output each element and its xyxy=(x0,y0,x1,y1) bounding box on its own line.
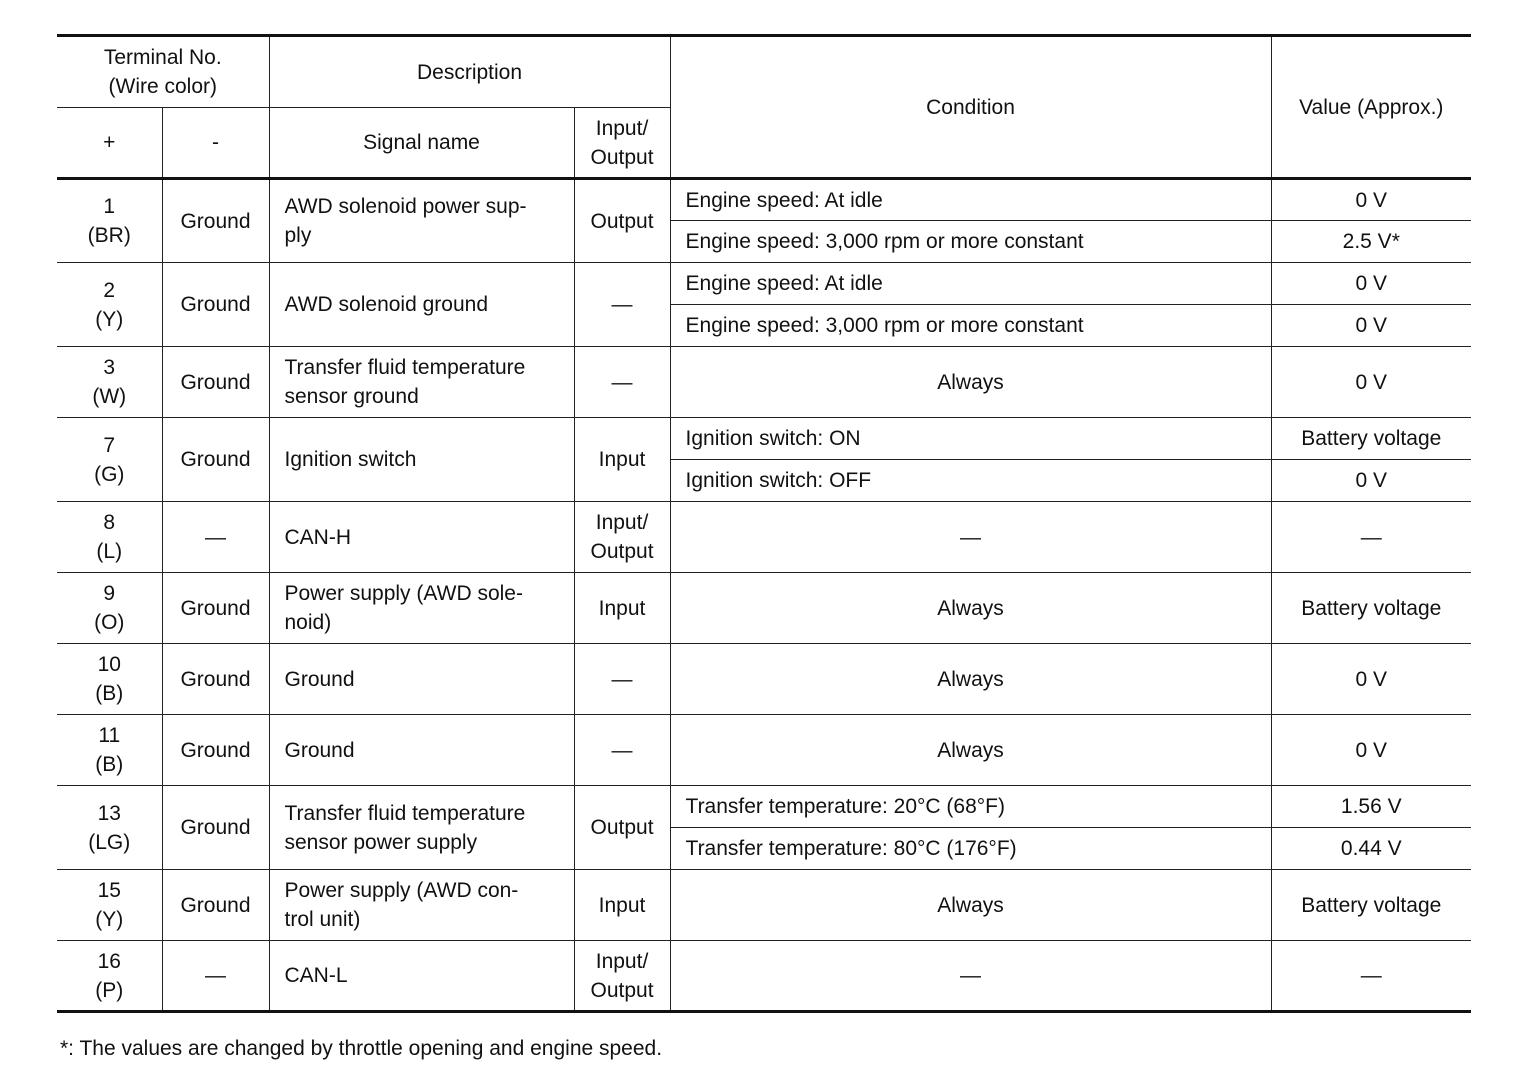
input-output-cell xyxy=(574,418,670,502)
terminal-number: 1 xyxy=(103,195,116,218)
input-output: Input/ xyxy=(595,511,649,534)
signal-name: AWD solenoid power sup- xyxy=(284,195,527,218)
table-row xyxy=(57,870,1471,941)
terminal-number: 11 xyxy=(98,724,121,747)
input-output-cell xyxy=(574,502,670,573)
signal-name: Ground xyxy=(284,738,355,762)
wire-color: (W) xyxy=(92,385,127,408)
table-row xyxy=(57,715,1471,786)
table-row xyxy=(57,573,1471,644)
table-row xyxy=(57,644,1471,715)
value-cell: 0 V xyxy=(1271,460,1471,502)
terminal-cell xyxy=(57,644,162,715)
value-cell: 0 V xyxy=(1271,644,1471,715)
signal-name-header: Signal name xyxy=(269,108,574,179)
value-cell: 0.44 V xyxy=(1271,828,1471,870)
signal-name-line2: trol unit) xyxy=(284,908,361,931)
value-cell: — xyxy=(1271,941,1471,1012)
input-output-cell xyxy=(574,263,670,347)
signal-name-cell xyxy=(269,418,574,502)
signal-name: CAN-H xyxy=(284,525,351,549)
signal-name-cell xyxy=(269,502,574,573)
wire-color: (G) xyxy=(94,462,125,486)
condition-cell: Engine speed: 3,000 rpm or more constant xyxy=(670,305,1271,347)
condition-cell: Always xyxy=(670,870,1271,941)
condition-cell: Ignition switch: ON xyxy=(670,418,1271,460)
input-output: — xyxy=(611,293,633,316)
negative-terminal-cell: Ground xyxy=(162,715,269,786)
value-cell: 2.5 V* xyxy=(1271,221,1471,263)
terminal-number: 9 xyxy=(103,582,116,605)
condition-cell: Ignition switch: OFF xyxy=(670,460,1271,502)
input-output: Output xyxy=(590,209,654,233)
footnote: *: The values are changed by throttle opening and engine speed. xyxy=(60,1037,663,1060)
wire-color: (B) xyxy=(95,753,124,776)
value-cell: — xyxy=(1271,502,1471,573)
input-output-cell xyxy=(574,644,670,715)
minus-header: - xyxy=(162,108,269,179)
wire-color: (L) xyxy=(96,540,123,563)
value-cell: 0 V xyxy=(1271,263,1471,305)
terminal-cell xyxy=(57,347,162,418)
table-row xyxy=(57,179,1471,221)
wire-color: (Y) xyxy=(95,908,124,931)
negative-terminal-cell: Ground xyxy=(162,418,269,502)
input-output-cell xyxy=(574,941,670,1012)
terminal-cell xyxy=(57,263,162,347)
signal-name: Power supply (AWD con- xyxy=(284,879,519,902)
value-cell: 0 V xyxy=(1271,347,1471,418)
input-output: — xyxy=(611,667,633,691)
signal-name-cell xyxy=(269,644,574,715)
input-output: Input xyxy=(598,448,646,471)
terminal-cell xyxy=(57,573,162,644)
terminal-no-header xyxy=(57,36,269,108)
signal-name-cell xyxy=(269,179,574,263)
negative-terminal-cell: Ground xyxy=(162,870,269,941)
terminal-number: 15 xyxy=(97,879,121,902)
terminal-cell xyxy=(57,418,162,502)
signal-name-line2: sensor power supply xyxy=(284,830,478,854)
condition-cell: Transfer temperature: 80°C (176°F) xyxy=(670,828,1271,870)
negative-terminal-cell: — xyxy=(162,941,269,1012)
terminal-number: 8 xyxy=(103,511,116,534)
signal-name-cell xyxy=(269,941,574,1012)
value-cell: Battery voltage xyxy=(1271,870,1471,941)
terminal-cell xyxy=(57,870,162,941)
condition-cell: Engine speed: At idle xyxy=(670,179,1271,221)
input-output-cell xyxy=(574,870,670,941)
terminal-cell xyxy=(57,786,162,870)
input-output: Input xyxy=(598,893,646,917)
terminal-cell xyxy=(57,941,162,1012)
negative-terminal-cell: Ground xyxy=(162,347,269,418)
signal-name-cell xyxy=(269,263,574,347)
table-header xyxy=(57,36,1471,179)
value-cell: 0 V xyxy=(1271,715,1471,786)
condition-cell: Transfer temperature: 20°C (68°F) xyxy=(670,786,1271,828)
condition-cell: Always xyxy=(670,715,1271,786)
condition-cell: — xyxy=(670,941,1271,1012)
plus-header: + xyxy=(57,108,162,179)
negative-terminal-cell: — xyxy=(162,502,269,573)
input-output-cell xyxy=(574,347,670,418)
condition-cell: Always xyxy=(670,644,1271,715)
terminal-number: 3 xyxy=(103,356,116,379)
input-output-cell xyxy=(574,179,670,263)
terminal-number: 7 xyxy=(103,433,116,457)
io-header-line1: Input/ xyxy=(595,116,649,140)
table-row xyxy=(57,263,1471,305)
table-row xyxy=(57,786,1471,828)
terminal-number: 2 xyxy=(103,278,116,302)
signal-name-cell xyxy=(269,573,574,644)
terminal-no-label: Terminal No. xyxy=(103,46,222,69)
condition-cell: — xyxy=(670,502,1271,573)
value-cell: Battery voltage xyxy=(1271,418,1471,460)
negative-terminal-cell: Ground xyxy=(162,573,269,644)
condition-header: Condition xyxy=(670,36,1271,179)
input-output-line2: Output xyxy=(590,978,654,1002)
negative-terminal-cell: Ground xyxy=(162,179,269,263)
negative-terminal-cell: Ground xyxy=(162,644,269,715)
negative-terminal-cell: Ground xyxy=(162,263,269,347)
input-output: Input xyxy=(598,596,646,620)
signal-name: Ground xyxy=(284,667,355,691)
signal-name: AWD solenoid ground xyxy=(284,293,488,316)
signal-name-cell xyxy=(269,347,574,418)
input-output: Output xyxy=(590,816,654,839)
value-header: Value (Approx.) xyxy=(1271,36,1471,179)
wire-color-label: (Wire color) xyxy=(108,75,217,98)
input-output: Input/ xyxy=(595,949,649,973)
terminal-cell xyxy=(57,502,162,573)
signal-name-cell xyxy=(269,870,574,941)
terminal-cell xyxy=(57,179,162,263)
input-output: — xyxy=(611,738,633,762)
description-header: Description xyxy=(269,36,670,108)
terminal-cell xyxy=(57,715,162,786)
value-cell: Battery voltage xyxy=(1271,573,1471,644)
terminal-number: 13 xyxy=(97,801,121,825)
wire-color: (O) xyxy=(94,611,125,634)
input-output-cell xyxy=(574,715,670,786)
signal-name-cell xyxy=(269,715,574,786)
signal-name-cell xyxy=(269,786,574,870)
terminal-number: 10 xyxy=(97,653,121,676)
signal-name: Ignition switch xyxy=(284,448,417,471)
signal-name: CAN-L xyxy=(284,964,348,987)
terminal-number: 16 xyxy=(97,949,121,973)
condition-cell: Always xyxy=(670,573,1271,644)
signal-name-line2: sensor ground xyxy=(284,385,419,408)
input-output-header xyxy=(574,108,670,179)
io-header-line2: Output xyxy=(590,145,654,169)
condition-cell: Engine speed: At idle xyxy=(670,263,1271,305)
condition-cell: Always xyxy=(670,347,1271,418)
input-output: — xyxy=(611,370,633,394)
value-cell: 0 V xyxy=(1271,305,1471,347)
signal-name: Power supply (AWD sole- xyxy=(284,582,523,605)
signal-name: Transfer fluid temperature xyxy=(284,356,526,379)
table-row xyxy=(57,418,1471,460)
table-row xyxy=(57,502,1471,573)
wire-color: (LG) xyxy=(88,830,131,854)
wire-color: (P) xyxy=(95,978,124,1002)
signal-name: Transfer fluid temperature xyxy=(284,801,526,825)
condition-cell: Engine speed: 3,000 rpm or more constant xyxy=(670,221,1271,263)
table-row xyxy=(57,941,1471,1012)
table-row xyxy=(57,347,1471,418)
value-cell: 0 V xyxy=(1271,179,1471,221)
signal-name-line2: noid) xyxy=(284,611,332,634)
table-body xyxy=(57,179,1471,1012)
signal-name-line2: ply xyxy=(284,224,312,247)
wire-color: (Y) xyxy=(95,307,124,331)
wire-color: (B) xyxy=(95,682,124,705)
input-output-cell xyxy=(574,573,670,644)
input-output-line2: Output xyxy=(590,540,654,563)
terminal-spec-table xyxy=(57,34,1471,1013)
wire-color: (BR) xyxy=(87,224,131,247)
input-output-cell xyxy=(574,786,670,870)
negative-terminal-cell: Ground xyxy=(162,786,269,870)
value-cell: 1.56 V xyxy=(1271,786,1471,828)
